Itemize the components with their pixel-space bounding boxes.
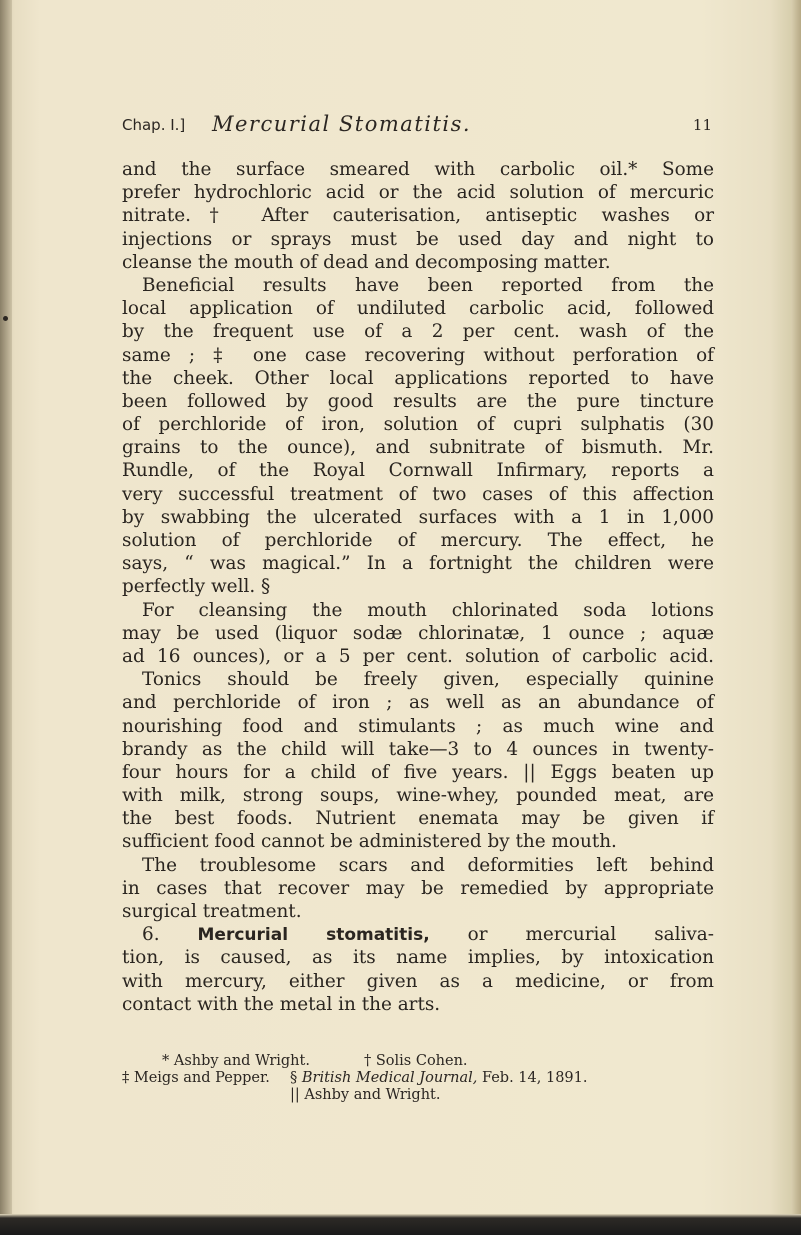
footnote: * Ashby and Wright.: [162, 1053, 310, 1069]
text-line: nourishing food and stimulants ; as much wine and: [122, 715, 714, 737]
margin-mark: [3, 316, 8, 321]
page-number: 11: [692, 116, 712, 134]
text-line: by the frequent use of a 2 per cent. wash of the: [122, 321, 714, 343]
text-line: very successful treatment of two cases of this affection: [122, 483, 714, 505]
page-header: [122, 114, 712, 144]
text-line: may be used (liquor sodæ chlorinatæ, 1 ounce ; aquæ: [122, 622, 714, 644]
footnote: ‡ Meigs and Pepper.: [122, 1070, 270, 1086]
text-line: prefer hydrochloric acid or the acid solution of mercuric: [122, 182, 714, 204]
text-line: grains to the ounce), and subnitrate of bismuth. Mr.: [122, 437, 714, 459]
text-line: Beneficial results have been reported from the: [142, 274, 714, 296]
text-line: ad 16 ounces), or a 5 per cent. solution of carbolic acid.: [122, 645, 714, 667]
section-heading: Mercurial stomatitis,: [197, 925, 430, 946]
journal-date: Feb. 14, 1891.: [481, 1070, 588, 1086]
body-text: [122, 158, 714, 1016]
text-line: solution of perchloride of mercury. The effect, he: [122, 530, 714, 551]
text-line: the best foods. Nutrient enemata may be given if: [122, 808, 714, 830]
text-line: and perchloride of iron ; as well as an abundance of: [122, 692, 714, 714]
text-line: For cleansing the mouth chlorinated soda lotions: [142, 599, 714, 621]
text-line: sufficient food cannot be administered by the mouth.: [122, 831, 617, 853]
book-spine-shadow: [0, 0, 12, 1235]
text-line: says, “ was magical.” In a fortnight the children were: [122, 553, 714, 575]
text-line: Tonics should be freely given, especially quinine: [142, 669, 714, 691]
section-number: 6.: [142, 924, 160, 946]
text-line: in cases that recover may be remedied by appropriate: [122, 877, 714, 899]
text-line: nitrate.† After cauterisation, antiseptic washes or: [122, 205, 714, 227]
text-line: been followed by good results are the pure tincture: [122, 390, 714, 412]
section-heading-continuation: or mercurial saliva-: [467, 924, 714, 946]
scan-bottom-edge: [0, 1214, 801, 1235]
text-line: brandy as the child will take—3 to 4 ounces in twenty-: [122, 738, 714, 760]
text-line: perfectly well. §: [122, 576, 271, 598]
section-heading-line: [122, 923, 714, 946]
text-line: by swabbing the ulcerated surfaces with a 1 in 1,000: [122, 506, 714, 528]
text-line: with mercury, either given as a medicine, or from: [122, 970, 714, 992]
footnote-mark: §: [290, 1070, 298, 1086]
text-line: injections or sprays must be used day and night to: [122, 228, 714, 250]
text-line: same ; ‡ one case recovering without perforation of: [122, 344, 714, 366]
text-line: cleanse the mouth of dead and decomposing matter.: [122, 251, 611, 273]
text-line: The troublesome scars and deformities left behind: [142, 854, 714, 876]
running-title: Mercurial Stomatitis.: [212, 112, 472, 136]
footnote: † Solis Cohen.: [364, 1053, 468, 1069]
text-line: four hours for a child of five years. || Eggs beaten up: [122, 761, 714, 783]
text-line: surgical treatment.: [122, 901, 302, 922]
page-edge: [791, 0, 801, 1235]
chapter-label: Chap. I.]: [122, 116, 186, 134]
footnote: [290, 1070, 587, 1087]
text-line: and the surface smeared with carbolic oil.* Some: [122, 159, 714, 180]
text-line: of perchloride of iron, solution of cupri sulphatis (30: [122, 414, 714, 436]
text-line: Rundle, of the Royal Cornwall Infirmary, reports a: [122, 460, 714, 482]
journal-title: British Medical Journal,: [301, 1070, 478, 1086]
text-line: with milk, strong soups, wine-whey, pounded meat, are: [122, 785, 714, 807]
text-line: the cheek. Other local applications reported to have: [122, 367, 714, 389]
text-line: local application of undiluted carbolic acid, followed: [122, 298, 714, 320]
footnote: || Ashby and Wright.: [290, 1087, 441, 1103]
text-line: contact with the metal in the arts.: [122, 993, 441, 1015]
text-line: tion, is caused, as its name implies, by intoxication: [122, 947, 714, 969]
